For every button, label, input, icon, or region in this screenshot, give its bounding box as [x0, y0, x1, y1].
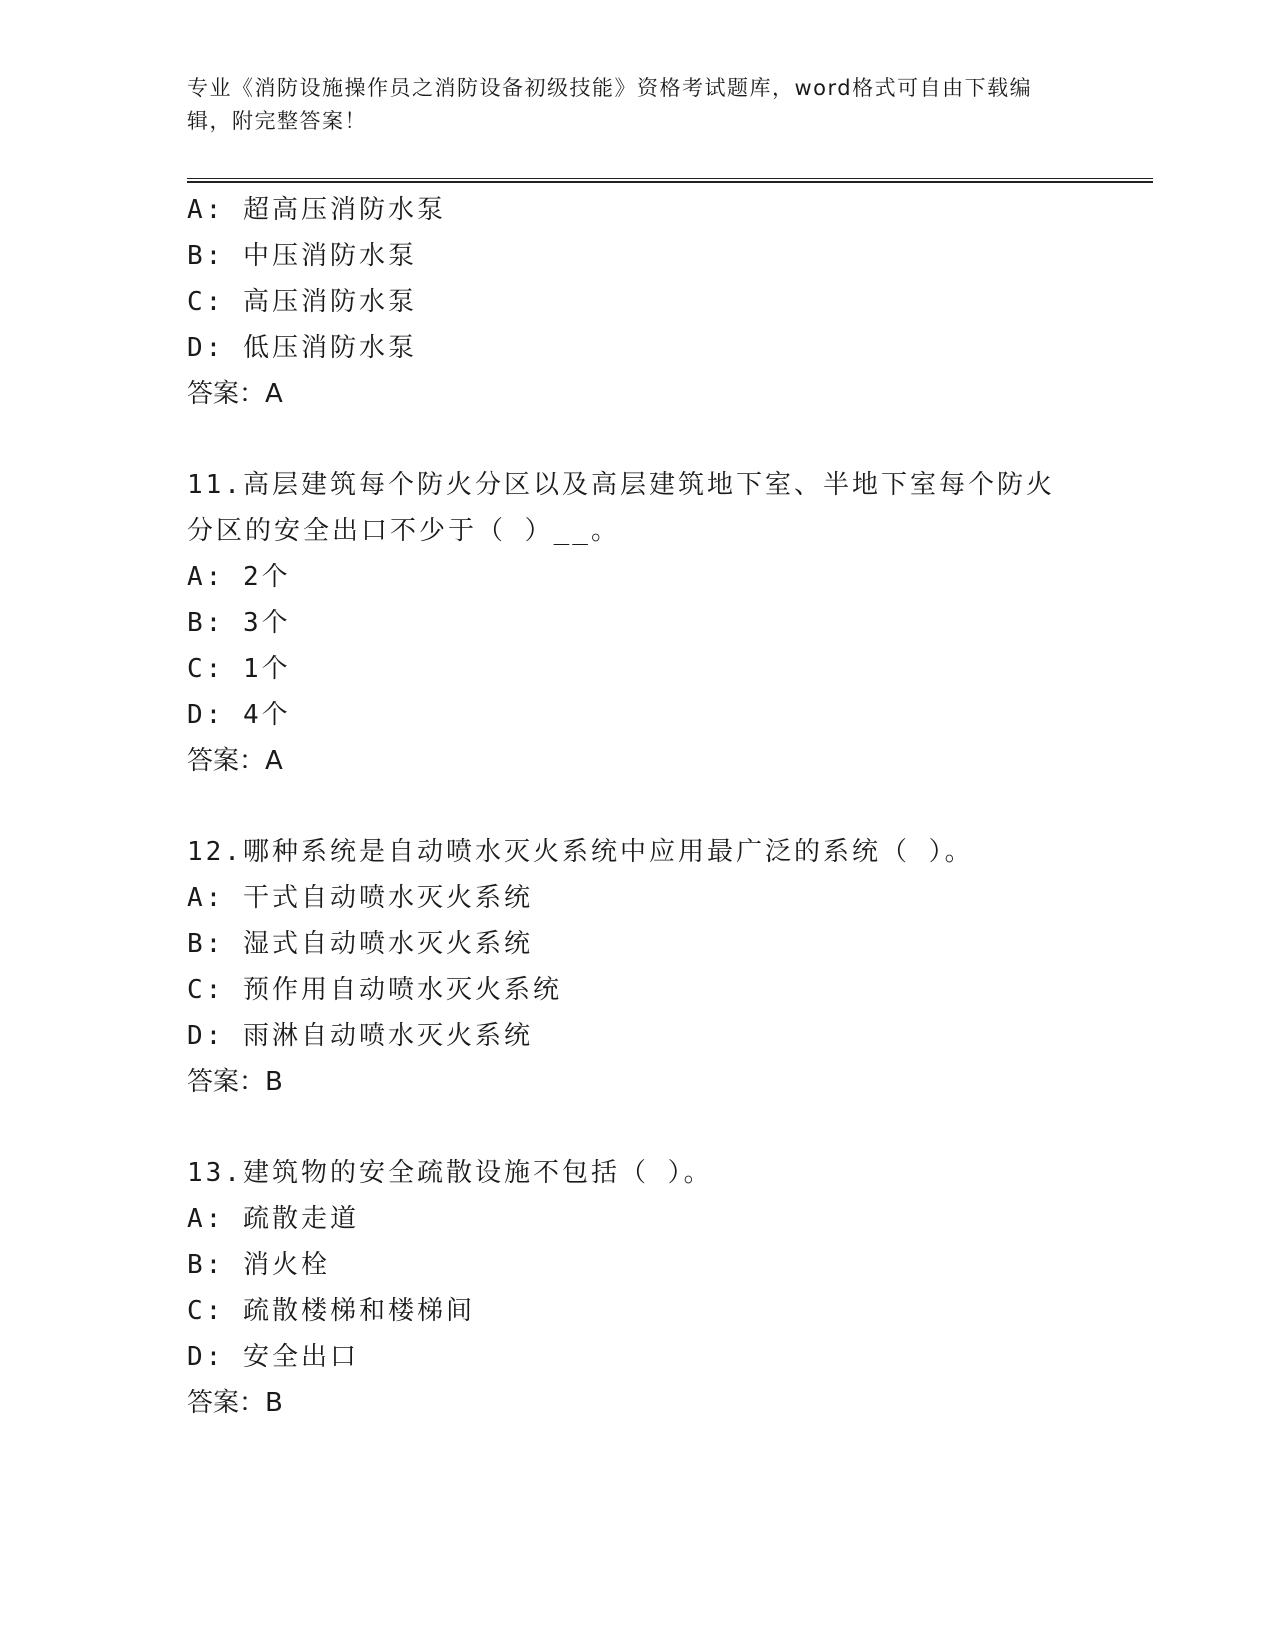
- answer-line: 答案：B: [187, 1067, 283, 1097]
- option-d: D: 4个: [187, 700, 291, 730]
- option-a: A: 疏散走道: [187, 1204, 359, 1234]
- option-a: A: 2个: [187, 562, 291, 592]
- spacer: [187, 784, 1087, 829]
- question-stem: 11.高层建筑每个防火分区以及高层建筑地下室、半地下室每个防火分区的安全出口不少于（ ）__。: [187, 470, 1055, 546]
- option-c: C: 高压消防水泵: [187, 287, 417, 317]
- answer-line: 答案：B: [187, 1388, 283, 1418]
- option-c: C: 预作用自动喷水灭火系统: [187, 975, 562, 1005]
- question-block-continued: [187, 187, 1087, 417]
- option-d: D: 安全出口: [187, 1342, 359, 1372]
- question-block-13: [187, 1150, 1087, 1426]
- answer-line: 答案：A: [187, 746, 283, 776]
- option-c: C: 疏散楼梯和楼梯间: [187, 1296, 475, 1326]
- question-stem: 13.建筑物的安全疏散设施不包括（ ）。: [187, 1158, 713, 1188]
- option-c: C: 1个: [187, 654, 291, 684]
- option-b: B: 湿式自动喷水灭火系统: [187, 929, 533, 959]
- question-block-12: [187, 829, 1087, 1105]
- spacer: [187, 417, 1087, 462]
- question-list: [187, 187, 1087, 1426]
- option-a: A: 干式自动喷水灭火系统: [187, 883, 533, 913]
- option-a: A: 超高压消防水泵: [187, 195, 446, 225]
- spacer: [187, 1105, 1087, 1150]
- option-b: B: 消火栓: [187, 1250, 330, 1280]
- question-block-11: [187, 462, 1087, 784]
- option-b: B: 中压消防水泵: [187, 241, 417, 271]
- header-divider-thick: [187, 181, 1153, 183]
- option-d: D: 低压消防水泵: [187, 333, 417, 363]
- question-stem: 12.哪种系统是自动喷水灭火系统中应用最广泛的系统（ ）。: [187, 837, 974, 867]
- document-header: 专业《消防设施操作员之消防设备初级技能》资格考试题库，word格式可自由下载编辑，附完整答案！: [187, 76, 1033, 133]
- answer-line: 答案：A: [187, 379, 283, 409]
- option-d: D: 雨淋自动喷水灭火系统: [187, 1021, 533, 1051]
- option-b: B: 3个: [187, 608, 291, 638]
- header-divider-thin: [187, 178, 1153, 179]
